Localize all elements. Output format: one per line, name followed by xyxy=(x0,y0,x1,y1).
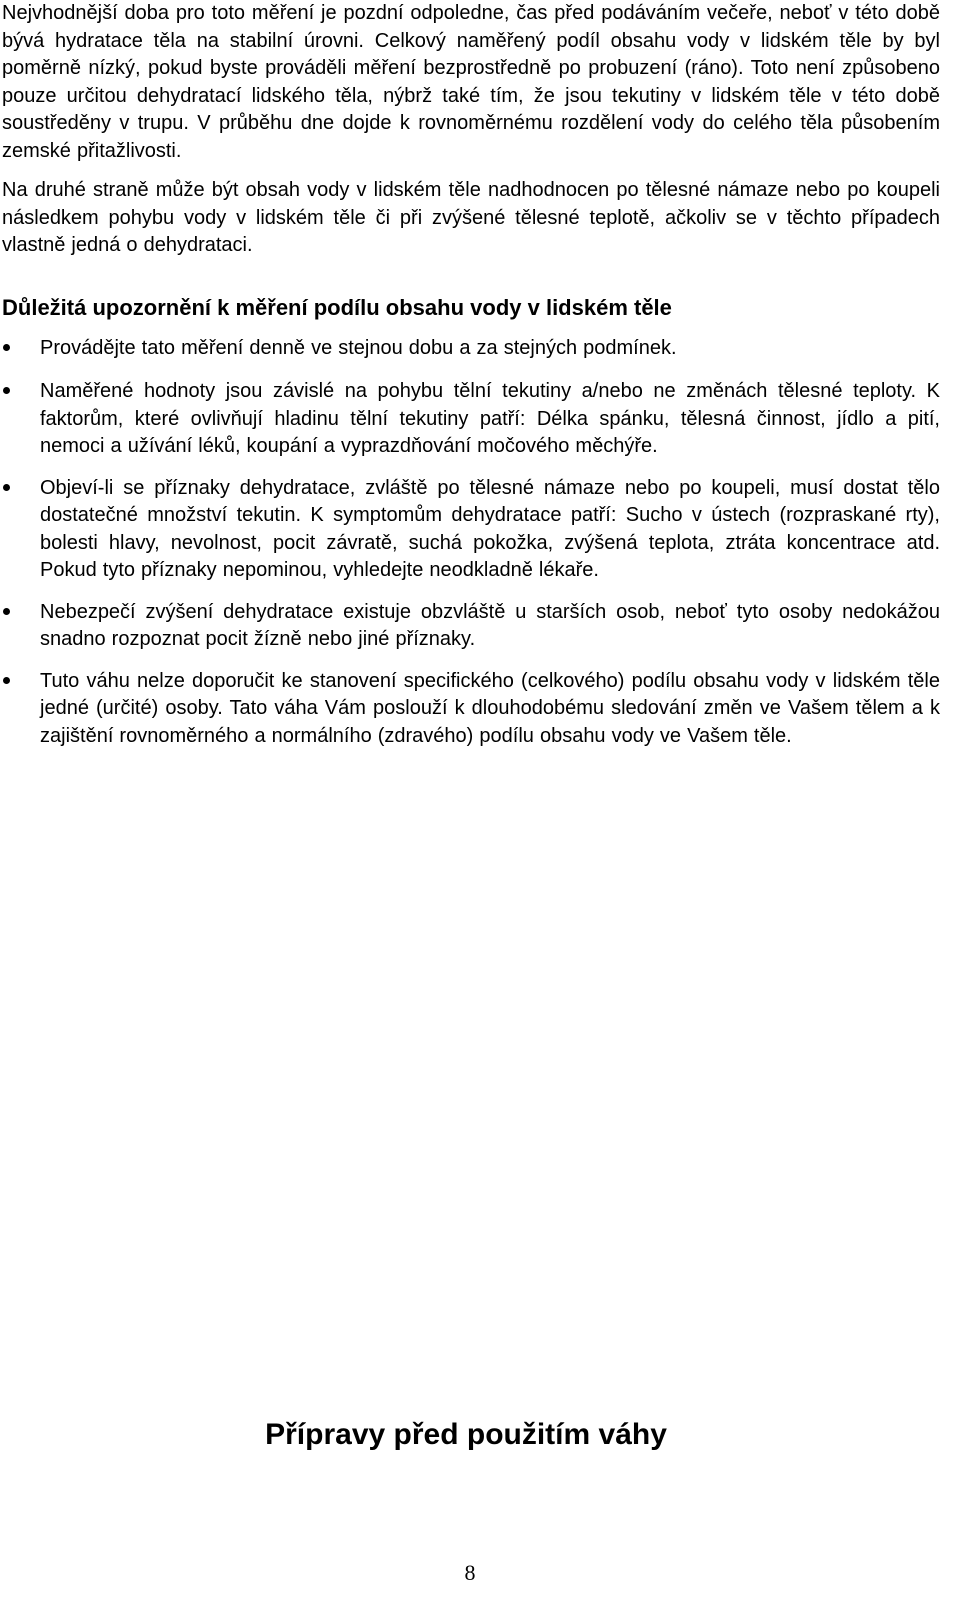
list-item xyxy=(2,668,940,751)
bullet-icon xyxy=(3,484,10,491)
page-number: 8 xyxy=(464,1560,476,1585)
notes-list xyxy=(2,335,940,751)
list-item-text: Objeví-li se příznaky dehydratace, zvláště po tělesné námaze nebo po koupeli, musí dostat tělo dostatečné množství tekutin. K symptomům dehydratace patří: Sucho v ústech (rozpraskané rty), bolesti hlavy, nevolnost, pocit závratě, suchá pokožka, zvýšená teplota, ztráta koncentrace atd. Pokud tyto příznaky nepominou, vyhledejte neodkladně lékaře. xyxy=(40,476,940,581)
list-item-text: Tuto váhu nelze doporučit ke stanovení specifického (celkového) podílu obsahu vody v lidském těle jedné (určité) osoby. Tato váha Vám poslouží k dlouhodobému sledování změn ve Vašem tělem a k zajištění rovnoměrného a normálního (zdravého) podílu obsahu vody ve Vašem těle. xyxy=(40,669,940,747)
page-content xyxy=(2,0,940,764)
bullet-icon xyxy=(3,677,10,684)
list-item xyxy=(2,599,940,654)
next-section-heading: Přípravy před použitím váhy xyxy=(265,1418,667,1451)
section-heading: Důležitá upozornění k měření podílu obsahu vody v lidském těle xyxy=(2,294,672,320)
list-item xyxy=(2,335,940,363)
list-item-text: Nebezpečí zvýšení dehydratace existuje obzvláště u starších osob, neboť tyto osoby nedokážou snadno rozpoznat pocit žízně nebo jiné příznaky. xyxy=(40,600,940,650)
overestimation-paragraph: Na druhé straně může být obsah vody v lidském těle nadhodnocen po tělesné námaze nebo po koupeli následkem pohybu vody v lidském těle či při zvýšené tělesné teplotě, ačkoliv se v těchto případech vlastně jedná o dehydrataci. xyxy=(2,179,940,256)
bullet-icon xyxy=(3,608,10,615)
list-item xyxy=(2,475,940,585)
bullet-icon xyxy=(3,387,10,394)
list-item-text: Provádějte tato měření denně ve stejnou dobu a za stejných podmínek. xyxy=(40,336,677,359)
list-item xyxy=(2,378,940,461)
intro-paragraph: Nejvhodnější doba pro toto měření je pozdní odpoledne, čas před podáváním večeře, neboť v této době bývá hydratace těla na stabilní úrovni. Celkový naměřený podíl obsahu vody v lidském těle by byl poměrně nízký, pokud byste prováděli měření bezprostředně po probuzení (ráno). Toto není způsobeno pouze určitou dehydratací lidského těla, nýbrž také tím, že jsou tekutiny v lidském těle v této době soustředěny v trupu. V průběhu dne dojde k rovnoměrnému rozdělení vody do celého těla působením zemské přitažlivosti. xyxy=(2,2,940,162)
list-item-text: Naměřené hodnoty jsou závislé na pohybu tělní tekutiny a/nebo ne změnách tělesné teploty. K faktorům, které ovlivňují hladinu tělní tekutiny patří: Délka spánku, tělesná činnost, jídlo a pití, nemoci a užívání léků, koupání a vyprazdňování močového měchýře. xyxy=(40,380,940,457)
bullet-icon xyxy=(3,344,10,351)
